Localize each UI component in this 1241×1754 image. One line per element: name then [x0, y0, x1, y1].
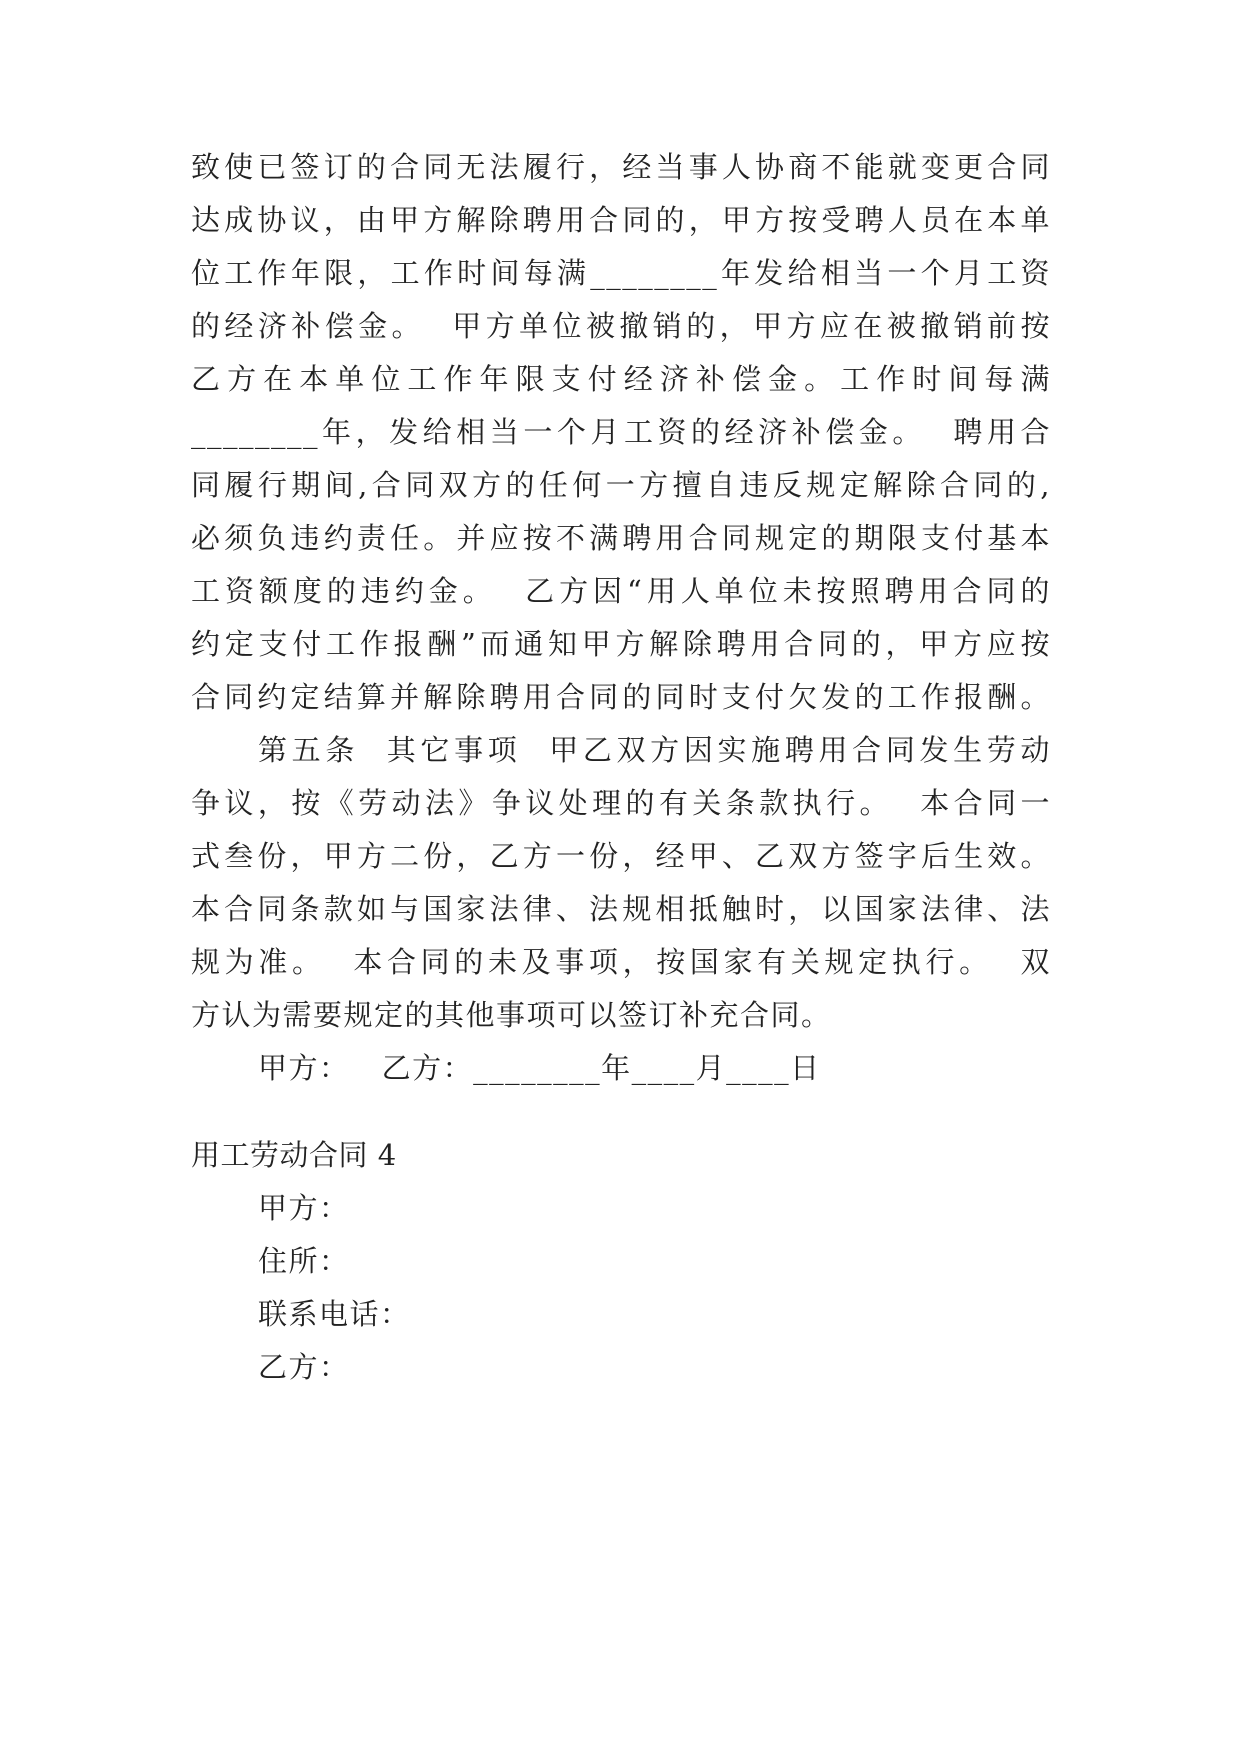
body-line: 争议，按《劳动法》争议处理的有关条款执行。 本合同一 — [191, 786, 1051, 820]
body-line: 乙方在本单位工作年限支付经济补偿金。工作时间每满 — [191, 362, 1051, 396]
body-line: 必须负违约责任。并应按不满聘用合同规定的期限支付基本 — [191, 521, 1051, 555]
field-party-a: 甲方： — [258, 1191, 350, 1225]
section-title: 用工劳动合同 4 — [191, 1138, 397, 1172]
body-line: 规为准。 本合同的未及事项，按国家有关规定执行。 双 — [191, 945, 1051, 979]
body-line: 合同约定结算并解除聘用合同的同时支付欠发的工作报酬。 — [191, 680, 1051, 714]
body-line: 致使已签订的合同无法履行，经当事人协商不能就变更合同 — [191, 150, 1051, 184]
body-line: 位工作年限，工作时间每满________年发给相当一个月工资 — [191, 256, 1051, 290]
field-phone: 联系电话： — [258, 1297, 411, 1331]
signature-line: 甲方： 乙方：________年____月____日 — [258, 1051, 821, 1085]
field-party-b: 乙方： — [258, 1350, 350, 1384]
body-line-article-5: 第五条 其它事项 甲乙双方因实施聘用合同发生劳动 — [258, 733, 1051, 767]
body-line: 工资额度的违约金。 乙方因“用人单位未按照聘用合同的 — [191, 574, 1051, 608]
body-line: 式叁份，甲方二份，乙方一份，经甲、乙双方签字后生效。 — [191, 839, 1051, 873]
body-line: ________年，发给相当一个月工资的经济补偿金。 聘用合 — [191, 415, 1051, 449]
body-line: 达成协议，由甲方解除聘用合同的，甲方按受聘人员在本单 — [191, 203, 1051, 237]
body-line: 同履行期间,合同双方的任何一方擅自违反规定解除合同的, — [191, 468, 1051, 502]
body-line: 约定支付工作报酬”而通知甲方解除聘用合同的，甲方应按 — [191, 627, 1051, 661]
body-line: 方认为需要规定的其他事项可以签订补充合同。 — [191, 998, 832, 1032]
field-address: 住所： — [258, 1244, 350, 1278]
body-line: 本合同条款如与国家法律、法规相抵触时，以国家法律、法 — [191, 892, 1051, 926]
body-line: 的经济补偿金。 甲方单位被撤销的，甲方应在被撤销前按 — [191, 309, 1051, 343]
